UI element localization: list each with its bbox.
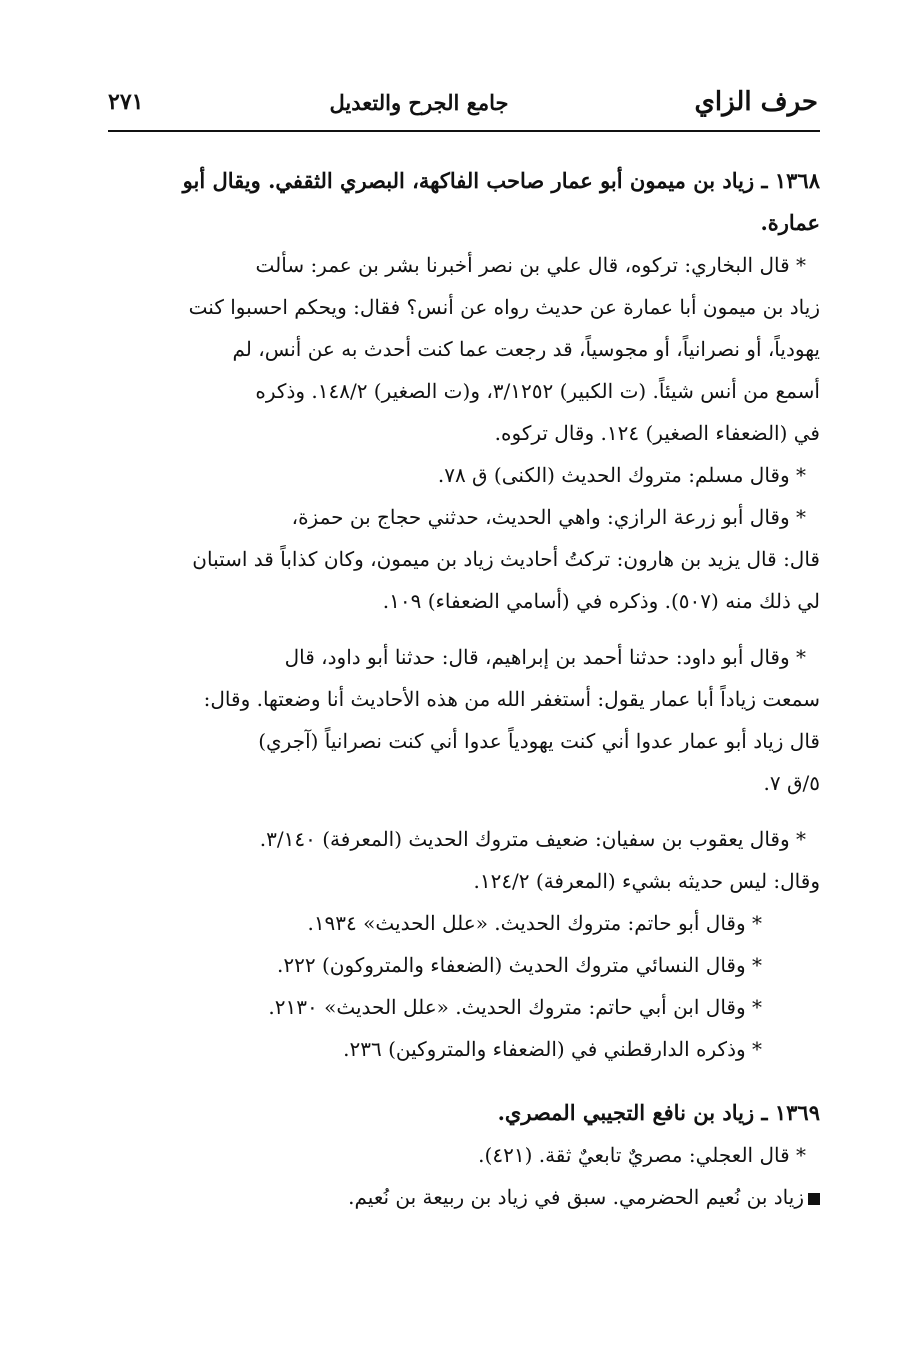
page-number: ٢٧١ <box>108 89 144 115</box>
paragraph-line: زياد بن ميمون أبا عمارة عن حديث رواه عن أنس؟ فقال: ويحكم احسبوا كنت <box>188 295 820 319</box>
chapter-title: حرف الزاي <box>694 87 818 117</box>
page-header <box>108 82 818 122</box>
entry-1368-heading: ١٣٦٨ ـ زياد بن ميمون أبو عمار صاحب الفاكهة، البصري الثقفي. ويقال أبو <box>182 168 820 193</box>
paragraph-line: * وقال يعقوب بن سفيان: ضعيف متروك الحديث (المعرفة) ٣/١٤٠. <box>259 827 806 851</box>
paragraph-line: * وقال أبو زرعة الرازي: واهي الحديث، حدثني حجاج بن حمزة، <box>291 505 806 529</box>
cross-reference-text: زياد بن نُعيم الحضرمي. سبق في زياد بن ربيعة بن نُعيم. <box>348 1185 804 1209</box>
page-body <box>108 160 820 1218</box>
paragraph-line: أسمع من أنس شيئاً. (ت الكبير) ٣/١٢٥٢، و(ت الصغير) ١٤٨/٢. وذكره <box>255 379 820 403</box>
book-title: جامع الجرح والتعديل <box>329 89 509 115</box>
paragraph-line: قال زياد أبو عمار عدوا أني كنت يهودياً عدوا أني كنت نصرانياً (آجري) <box>258 729 820 753</box>
short-item: * وذكره الدارقطني في (الضعفاء والمتروكين) ٢٣٦. <box>343 1037 762 1061</box>
paragraph-line: في (الضعفاء الصغير) ١٢٤. وقال تركوه. <box>494 421 820 445</box>
paragraph-line: * قال العجلي: مصريٌ تابعيٌ ثقة. (٤٢١). <box>478 1143 806 1167</box>
paragraph-line: سمعت زياداً أبا عمار يقول: أستغفر الله من هذه الأحاديث أنا وضعتها. وقال: <box>203 687 820 711</box>
paragraph-line: * وقال مسلم: متروك الحديث (الكنى) ق ٧٨. <box>437 463 806 487</box>
paragraph-line: لي ذلك منه (٥٠٧). وذكره في (أسامي الضعفاء) ١٠٩. <box>382 589 820 613</box>
paragraph-line: * قال البخاري: تركوه، قال علي بن نصر أخبرنا بشر بن عمر: سألت <box>255 253 806 277</box>
cross-reference <box>108 1176 820 1218</box>
paragraph-line: * وقال أبو داود: حدثنا أحمد بن إبراهيم، قال: حدثنا أبو داود، قال <box>284 645 806 669</box>
paragraph-line: قال: قال يزيد بن هارون: تركتُ أحاديث زياد بن ميمون، وكان كذاباً قد استبان <box>192 547 820 571</box>
entry-1369-heading: ١٣٦٩ ـ زياد بن نافع التجيبي المصري. <box>497 1100 820 1125</box>
short-item: * وقال النسائي متروك الحديث (الضعفاء والمتروكون) ٢٢٢. <box>277 953 762 977</box>
short-item: * وقال أبو حاتم: متروك الحديث. «علل الحديث» ١٩٣٤. <box>307 911 762 935</box>
square-bullet-icon <box>808 1193 820 1205</box>
entry-1368-heading: عمارة. <box>760 210 820 235</box>
paragraph-line: وقال: ليس حديثه بشيء (المعرفة) ١٢٤/٢. <box>473 869 820 893</box>
paragraph-line: ٥/ق ٧. <box>763 771 820 795</box>
header-rule <box>108 130 820 132</box>
short-item: * وقال ابن أبي حاتم: متروك الحديث. «علل الحديث» ٢١٣٠. <box>268 995 762 1019</box>
paragraph-line: يهودياً، أو نصرانياً، أو مجوسياً، قد رجعت عما كنت أحدث به عن أنس، لم <box>232 337 820 361</box>
